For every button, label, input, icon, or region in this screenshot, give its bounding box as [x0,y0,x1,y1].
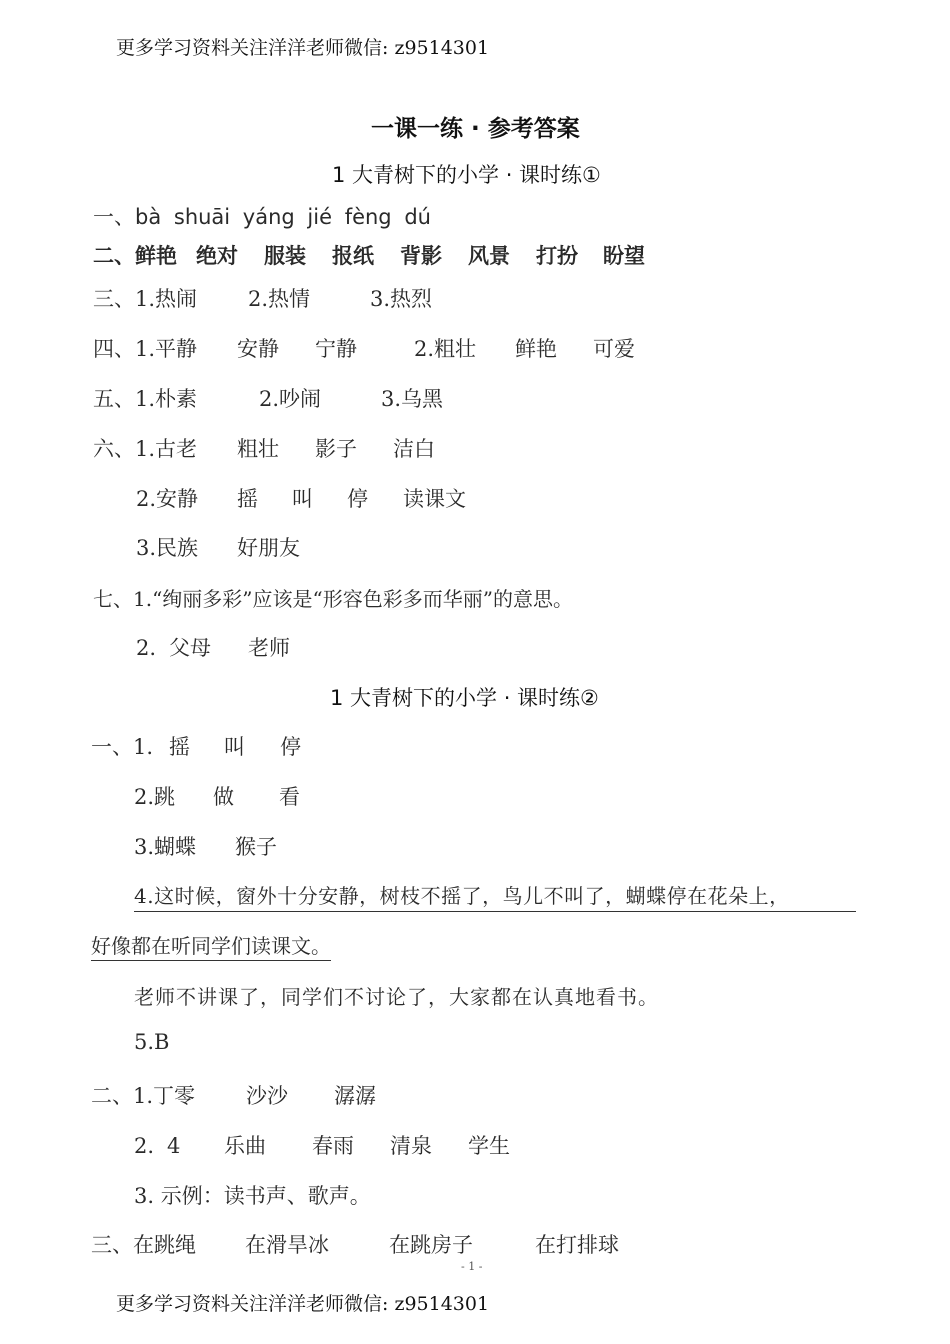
answer-item: 春雨 [312,1134,354,1158]
answer-item: 2.吵闹 [259,387,322,411]
watermark-bottom: 更多学习资料关注洋洋老师微信: z9514301 [116,1293,490,1315]
answer-item: 绝对 [196,243,238,268]
answer-item: 宁静 [315,337,357,361]
answer-item: 影子 [315,437,357,461]
section-title-1: 1 大青树下的小学 · 课时练① [332,163,601,187]
section-title-2: 1 大青树下的小学 · 课时练② [330,686,599,710]
answer-line: 5.B [134,1030,170,1054]
answer-item: 打扮 [536,243,578,268]
answer-item: 在跳房子 [389,1233,473,1257]
watermark-top: 更多学习资料关注洋洋老师微信: z9514301 [116,37,490,59]
answer-item: 老师 [248,636,290,660]
answer-item: 潺潺 [334,1084,376,1108]
answer-item: 2.粗壮 [414,337,477,361]
answer-item: 安静 [237,337,279,361]
answer-item: 做 [213,785,234,809]
answer-line [136,632,290,662]
page-number: - 1 - [461,1260,483,1273]
answer-line [134,781,300,811]
page-title: 一课一练 · 参考答案 [371,116,580,142]
answer-item: 停 [280,735,301,759]
answer-item: 报纸 [332,243,374,268]
answer-item: 2.跳 [134,785,176,809]
answer-line [93,333,635,363]
answer-item: 五、1.朴素 [93,387,198,411]
answer-item: 二、1.丁零 [91,1084,196,1108]
answer-item: 3.乌黑 [381,387,444,411]
answer-item: 看 [279,785,300,809]
underlined-answer: 好像都在听同学们读课文。 [91,934,331,961]
answer-line [134,1130,510,1160]
answer-line [91,930,331,959]
answer-item: 沙沙 [246,1084,288,1108]
answer-item: 猴子 [235,835,277,859]
answer-item: 读课文 [403,487,466,511]
answer-line: 七、1.“绚丽多彩”应该是“形容色彩多而华丽”的意思。 [93,587,573,611]
answer-line [134,880,856,912]
answer-line: 老师不讲课了，同学们不讨论了，大家都在认真地看书。 [134,985,659,1009]
answer-item: 摇 [237,487,258,511]
answer-item: 可爱 [593,337,635,361]
answer-item: 背影 [400,243,442,268]
answer-line [134,831,277,861]
answer-item: 4 [167,1134,181,1158]
answer-line [93,283,432,313]
answer-line [93,240,645,270]
answer-item: 叫 [224,735,245,759]
answer-item: 2. [134,1134,155,1158]
answer-item: 好朋友 [237,536,300,560]
answer-item: 盼望 [603,243,645,268]
answer-item: 三、在跳绳 [91,1233,196,1257]
answer-item: 2.热情 [248,287,311,311]
answer-item: 服装 [264,243,306,268]
answer-item: 六、1.古老 [93,437,198,461]
answer-item: 叫 [292,487,313,511]
underlined-answer: 4.这时候，窗外十分安静，树枝不摇了，鸟儿不叫了，蝴蝶停在花朵上， [134,880,856,912]
answer-item: 学生 [468,1134,510,1158]
answer-item: 三、1.热闹 [93,287,198,311]
answer-item: 2.安静 [136,487,199,511]
answer-item: 3.民族 [136,536,199,560]
answer-line [91,731,301,761]
answer-item: 2. [136,636,157,660]
answer-item: 粗壮 [237,437,279,461]
answer-item: 四、1.平静 [93,337,198,361]
answer-item: 乐曲 [224,1134,266,1158]
answer-line: 3. 示例：读书声、歌声。 [134,1184,371,1208]
answer-item: 风景 [468,243,510,268]
answer-item: 清泉 [390,1134,432,1158]
answer-line [91,1229,619,1259]
answer-item: 父母 [169,636,211,660]
answer-line: 一、bà shuāi yáng jié fèng dú [93,205,431,229]
answer-line [136,483,466,513]
answer-line [93,383,443,413]
answer-item: 停 [347,487,368,511]
answer-line [93,433,435,463]
answer-item: 鲜艳 [515,337,557,361]
answer-item: 二、鲜艳 [93,243,177,268]
answer-item: 在滑旱冰 [245,1233,329,1257]
answer-item: 一、1. [91,735,154,759]
answer-item: 3.热烈 [370,287,433,311]
answer-line [136,532,300,562]
answer-item: 洁白 [393,437,435,461]
answer-item: 在打排球 [535,1233,619,1257]
answer-item: 3.蝴蝶 [134,835,197,859]
answer-item: 摇 [169,735,190,759]
answer-line [91,1080,376,1110]
